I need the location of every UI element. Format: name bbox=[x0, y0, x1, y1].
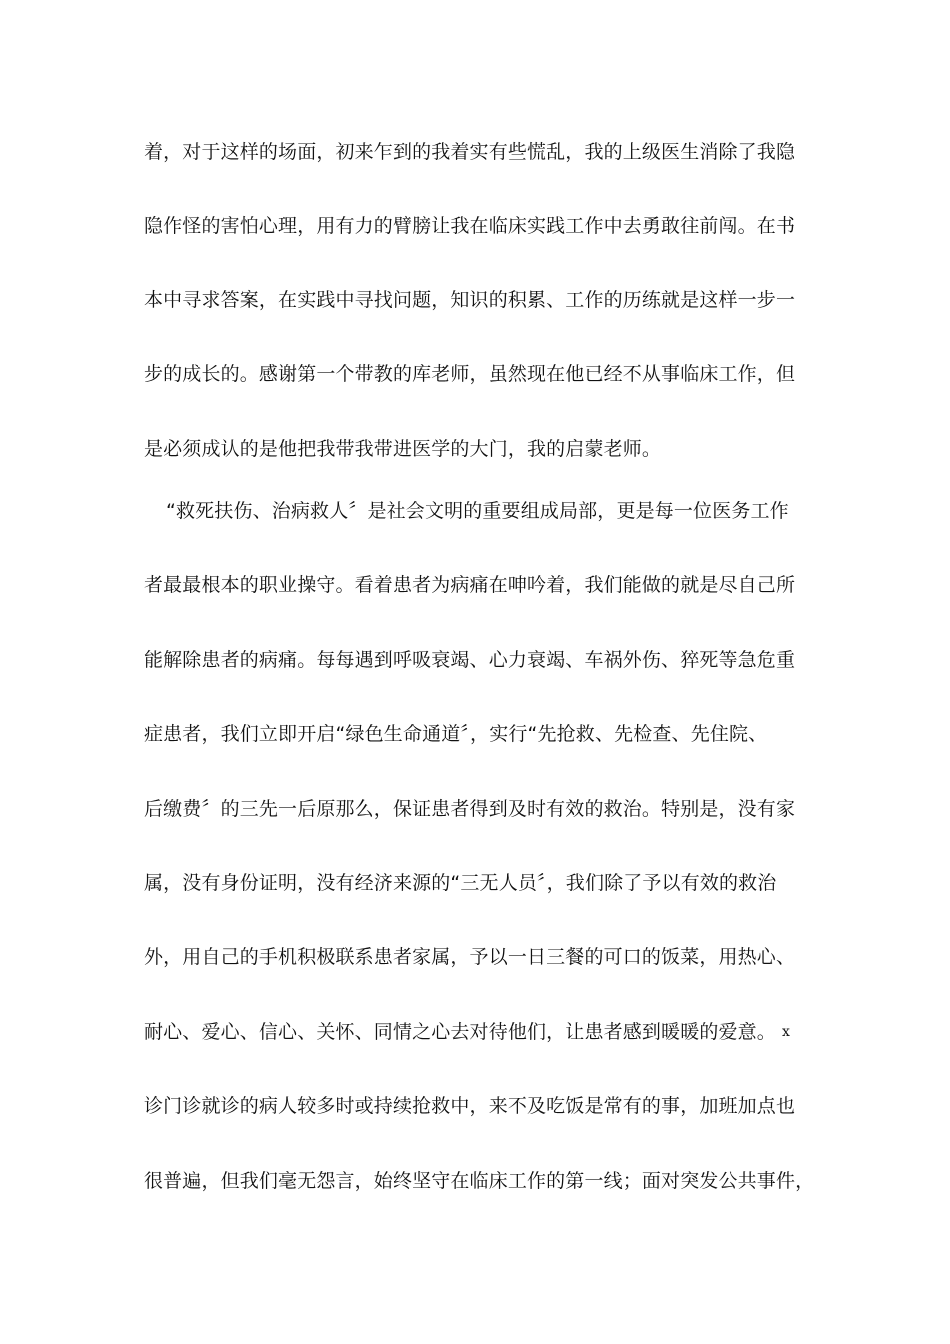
text-line-content: 耐心、爱心、信心、关怀、同情之心去对待他们，让患者感到暖暖的爱意。 bbox=[144, 1021, 776, 1043]
text-line: 症患者，我们立即开启“绿色生命通道〞，实行“先抢救、先检查、先住院、 bbox=[144, 723, 768, 745]
text-line: 能解除患者的病痛。每每遇到呼吸衰竭、心力衰竭、车祸外伤、猝死等急危重 bbox=[144, 649, 796, 671]
text-line: 步的成长的。感谢第一个带教的库老师，虽然现在他已经不从事临床工作，但 bbox=[144, 363, 796, 385]
text-line: 很普遍，但我们毫无怨言，始终坚守在临床工作的第一线；面对突发公共事件， bbox=[144, 1170, 815, 1192]
text-line: 是必须成认的是他把我带我带进医学的大门，我的启蒙老师。 bbox=[144, 438, 662, 460]
text-line: 隐作怪的害怕心理，用有力的臂膀让我在临床实践工作中去勇敢往前闯。在书 bbox=[144, 215, 796, 237]
paragraph-first-line: “救死扶伤、治病救人〞是社会文明的重要组成局部，更是每一位医务工作 bbox=[166, 500, 789, 522]
text-line: 属，没有身份证明，没有经济来源的“三无人员〞，我们除了予以有效的救治 bbox=[144, 872, 777, 894]
text-line: 外，用自己的手机积极联系患者家属，予以一日三餐的可口的饭菜，用热心、 bbox=[144, 946, 796, 968]
stray-mark: x bbox=[781, 1024, 790, 1040]
text-line: 诊门诊就诊的病人较多时或持续抢救中，来不及吃饭是常有的事，加班加点也 bbox=[144, 1095, 796, 1117]
text-line: 后缴费〞的三先一后原那么，保证患者得到及时有效的救治。特别是，没有家 bbox=[144, 798, 796, 820]
text-line: 本中寻求答案，在实践中寻找问题，知识的积累、工作的历练就是这样一步一 bbox=[144, 289, 796, 311]
text-line bbox=[144, 1014, 804, 1050]
text-line: 着，对于这样的场面，初来乍到的我着实有些慌乱，我的上级医生消除了我隐 bbox=[144, 141, 796, 163]
text-line: 者最最根本的职业操守。看着患者为病痛在呻吟着，我们能做的就是尽自己所 bbox=[144, 574, 796, 596]
